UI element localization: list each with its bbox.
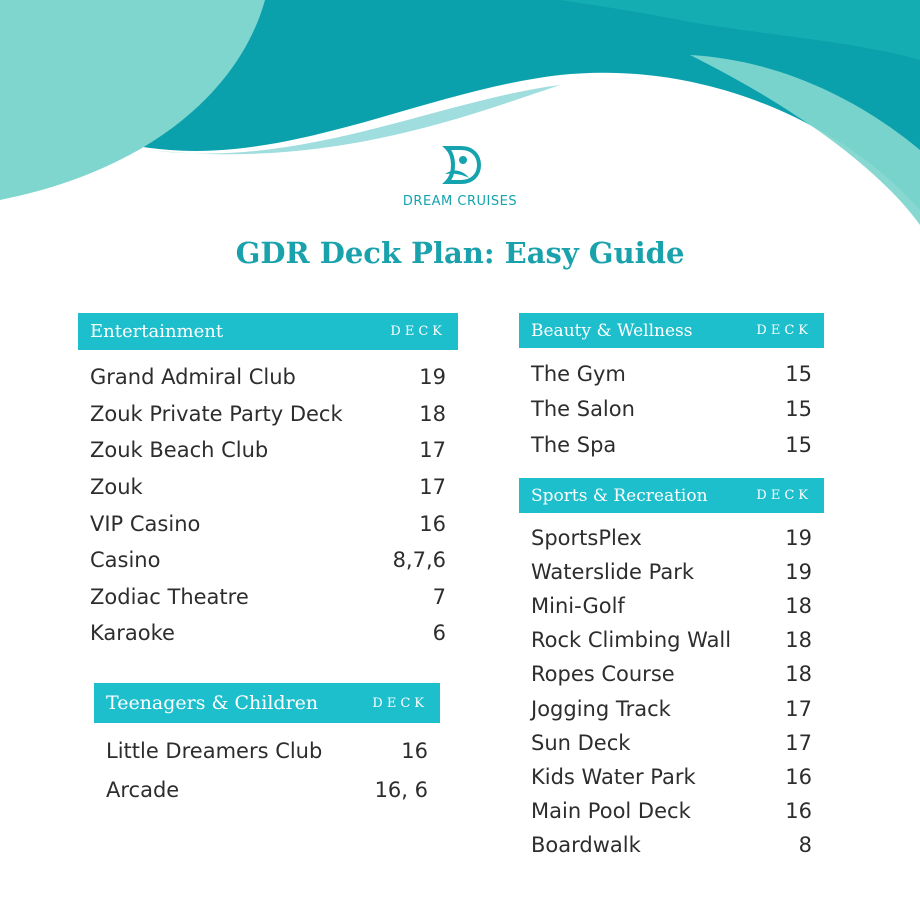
deck-number: 18 [785,594,812,619]
deck-number: 18 [785,628,812,653]
section-rows [519,348,824,463]
deck-row [531,828,812,862]
section-title: Beauty & Wellness [531,320,693,341]
deck-row [531,760,812,794]
section-header [94,683,440,723]
deck-number: 15 [785,432,812,457]
venue-name: The Gym [531,361,626,386]
section-header [519,478,824,513]
deck-row [531,427,812,463]
brand-name: DREAM CRUISES [402,194,518,209]
venue-name: The Salon [531,397,635,422]
deck-number: 16 [401,738,428,763]
dream-cruises-emblem-icon [437,142,483,188]
deck-row [531,657,812,691]
deck-row [531,521,812,555]
deck-row [90,615,446,652]
dream-cruises-logo [0,142,920,209]
deck-row [106,770,428,809]
deck-row [90,542,446,579]
venue-name: Grand Admiral Club [90,365,296,390]
section-title: Teenagers & Children [106,692,319,714]
entertainment-section [78,313,458,652]
deck-number: 8,7,6 [392,548,446,573]
deck-number: 16 [419,511,446,536]
deck-number: 7 [432,584,446,609]
teenagers-children-section [94,683,440,809]
venue-name: The Spa [531,432,617,457]
deck-row [106,731,428,770]
deck-number: 16, 6 [374,777,428,802]
deck-column-label: DECK [390,324,446,339]
section-header [519,313,824,348]
section-rows [78,350,458,652]
deck-number: 19 [785,560,812,585]
venue-name: Ropes Course [531,662,675,687]
venue-name: Zouk [90,475,143,500]
venue-name: Zouk Private Party Deck [90,401,343,426]
venue-name: Sun Deck [531,730,631,755]
deck-row [531,794,812,828]
deck-column-label: DECK [756,488,812,503]
deck-column-label: DECK [756,323,812,338]
deck-number: 15 [785,361,812,386]
deck-row [531,555,812,589]
venue-name: SportsPlex [531,526,642,551]
deck-number: 19 [785,526,812,551]
venue-name: Waterslide Park [531,560,694,585]
venue-name: Mini-Golf [531,594,625,619]
section-title: Sports & Recreation [531,485,708,506]
deck-number: 16 [785,798,812,823]
deck-row [531,623,812,657]
deck-number: 18 [419,401,446,426]
deck-row [90,432,446,469]
deck-number: 16 [785,764,812,789]
venue-name: VIP Casino [90,511,201,536]
venue-name: Little Dreamers Club [106,738,323,763]
section-title: Entertainment [90,321,224,342]
deck-number: 17 [785,730,812,755]
deck-number: 17 [419,438,446,463]
deck-number: 19 [419,365,446,390]
venue-name: Zodiac Theatre [90,584,249,609]
venue-name: Karaoke [90,621,175,646]
deck-column-label: DECK [372,695,428,711]
venue-name: Jogging Track [531,696,671,721]
deck-row [531,356,812,392]
deck-row [531,589,812,623]
venue-name: Main Pool Deck [531,798,691,823]
header-wave-decoration [0,0,920,260]
deck-number: 6 [432,621,446,646]
venue-name: Casino [90,548,161,573]
venue-name: Zouk Beach Club [90,438,269,463]
deck-row [90,396,446,433]
section-rows [94,723,440,809]
beauty-wellness-section [519,313,824,463]
deck-number: 18 [785,662,812,687]
deck-row [90,469,446,506]
section-rows [519,513,824,862]
section-header [78,313,458,350]
venue-name: Rock Climbing Wall [531,628,732,653]
deck-number: 15 [785,397,812,422]
deck-row [90,505,446,542]
deck-number: 8 [798,832,812,857]
page-title: GDR Deck Plan: Easy Guide [235,236,685,270]
deck-row [531,691,812,725]
deck-row [90,579,446,616]
deck-number: 17 [785,696,812,721]
deck-row [90,359,446,396]
venue-name: Kids Water Park [531,764,696,789]
deck-row [531,392,812,428]
sports-recreation-section [519,478,824,862]
deck-number: 17 [419,475,446,500]
deck-row [531,726,812,760]
venue-name: Boardwalk [531,832,641,857]
venue-name: Arcade [106,777,180,802]
